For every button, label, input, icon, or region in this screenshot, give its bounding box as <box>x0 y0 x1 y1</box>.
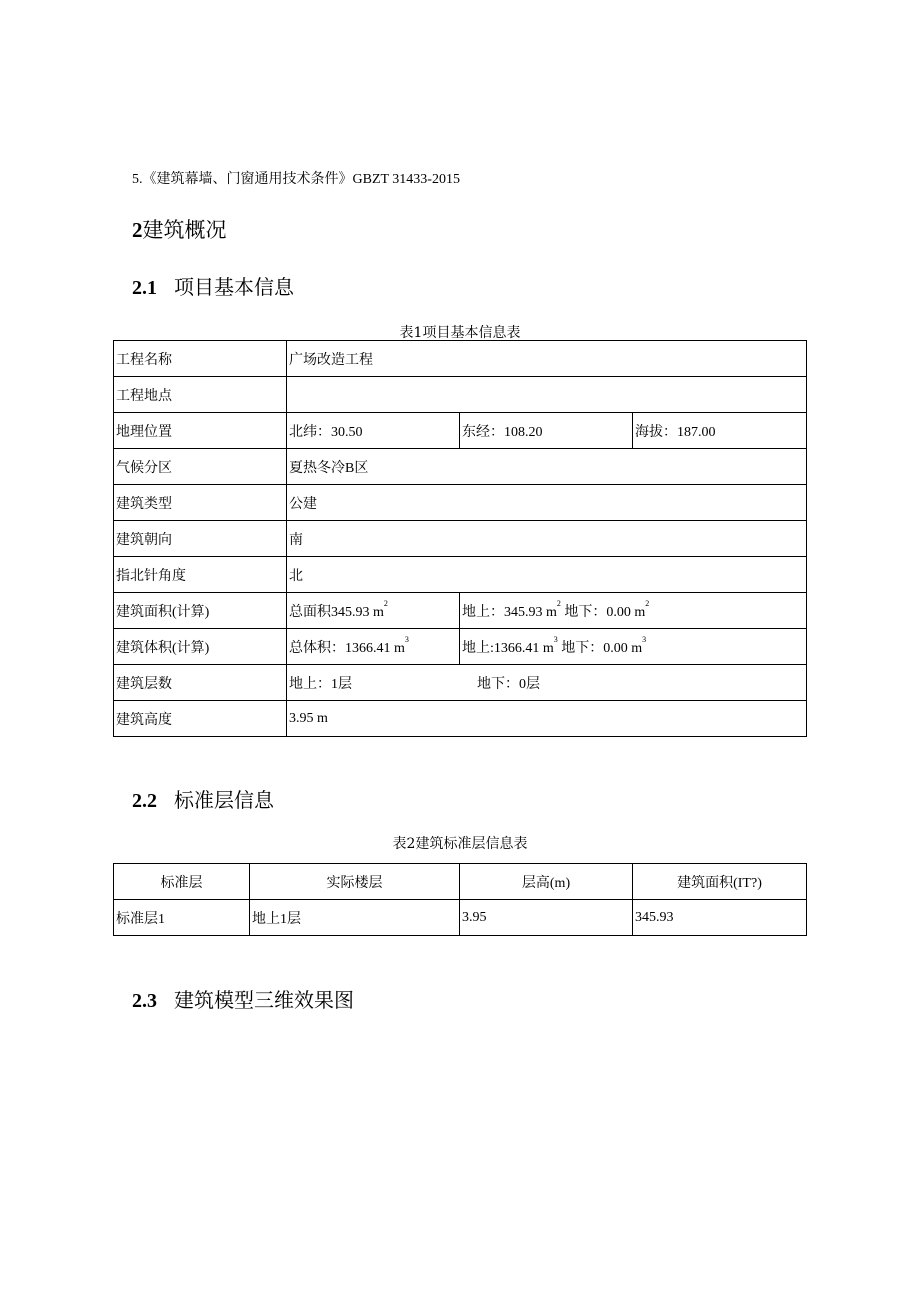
table-header-row <box>114 864 807 900</box>
latitude: 北纬：30.50 <box>287 413 460 449</box>
reference-item: 5.《建筑幕墙、门窗通用技术条件》GBZT 31433-2015 <box>132 172 460 187</box>
north-value: 北 <box>287 557 807 593</box>
table-cell: 3.95 <box>460 900 633 936</box>
area-label: 建筑面积(计算) <box>114 593 287 629</box>
table-cell: 地上1层 <box>250 900 460 936</box>
type-value: 公建 <box>287 485 807 521</box>
geo-label: 地理位置 <box>114 413 287 449</box>
table-cell: 345.93 <box>633 900 807 936</box>
col-header: 建筑面积(IT?) <box>633 864 807 900</box>
table-row <box>114 485 807 521</box>
table-row <box>114 521 807 557</box>
section-heading-2-1: 2.1 项目基本信息 <box>132 275 294 299</box>
volume-total: 总体积：1366.41 $m^3$ <box>287 629 460 665</box>
section-heading-2: 2建筑概况 <box>132 218 227 242</box>
standard-floor-table <box>113 863 807 936</box>
orient-value: 南 <box>287 521 807 557</box>
table-row <box>114 341 807 377</box>
type-label: 建筑类型 <box>114 485 287 521</box>
project-info-table <box>113 340 807 737</box>
project-name-value: 广场改造工程 <box>287 341 807 377</box>
height-label: 建筑高度 <box>114 701 287 737</box>
project-name-label: 工程名称 <box>114 341 287 377</box>
table2-caption: 表2建筑标准层信息表 <box>392 836 528 852</box>
area-total: 总面积345.93 $m^2$ <box>287 593 460 629</box>
section-heading-2-3: 2.3 建筑模型三维效果图 <box>132 988 354 1012</box>
table1-caption: 表1项目基本信息表 <box>399 325 521 341</box>
area-split: 地上：345.93 $m^2$ 地下：0.00 $m^2$ <box>460 593 807 629</box>
floors-label: 建筑层数 <box>114 665 287 701</box>
table-row <box>114 449 807 485</box>
table-row <box>114 593 807 629</box>
table-row <box>114 665 807 701</box>
north-label: 指北针角度 <box>114 557 287 593</box>
floors-value: 地上：1层 地下：0层 <box>287 665 807 701</box>
table-row <box>114 413 807 449</box>
col-header: 层高(m) <box>460 864 633 900</box>
orient-label: 建筑朝向 <box>114 521 287 557</box>
table-row <box>114 701 807 737</box>
climate-label: 气候分区 <box>114 449 287 485</box>
site-label: 工程地点 <box>114 377 287 413</box>
table-cell: 标准层1 <box>114 900 250 936</box>
volume-label: 建筑体积(计算) <box>114 629 287 665</box>
altitude: 海拔：187.00 <box>633 413 807 449</box>
climate-value: 夏热冬冷B区 <box>287 449 807 485</box>
table-row <box>114 377 807 413</box>
table-row <box>114 629 807 665</box>
longitude: 东经：108.20 <box>460 413 633 449</box>
col-header: 标准层 <box>114 864 250 900</box>
col-header: 实际楼层 <box>250 864 460 900</box>
table-row <box>114 557 807 593</box>
height-value: 3.95 m <box>287 701 807 737</box>
section-heading-2-2: 2.2 标准层信息 <box>132 788 274 812</box>
site-value <box>287 377 807 413</box>
volume-split: 地上:1366.41 $m^3$ 地下：0.00 $m^3$ <box>460 629 807 665</box>
table-row <box>114 900 807 936</box>
